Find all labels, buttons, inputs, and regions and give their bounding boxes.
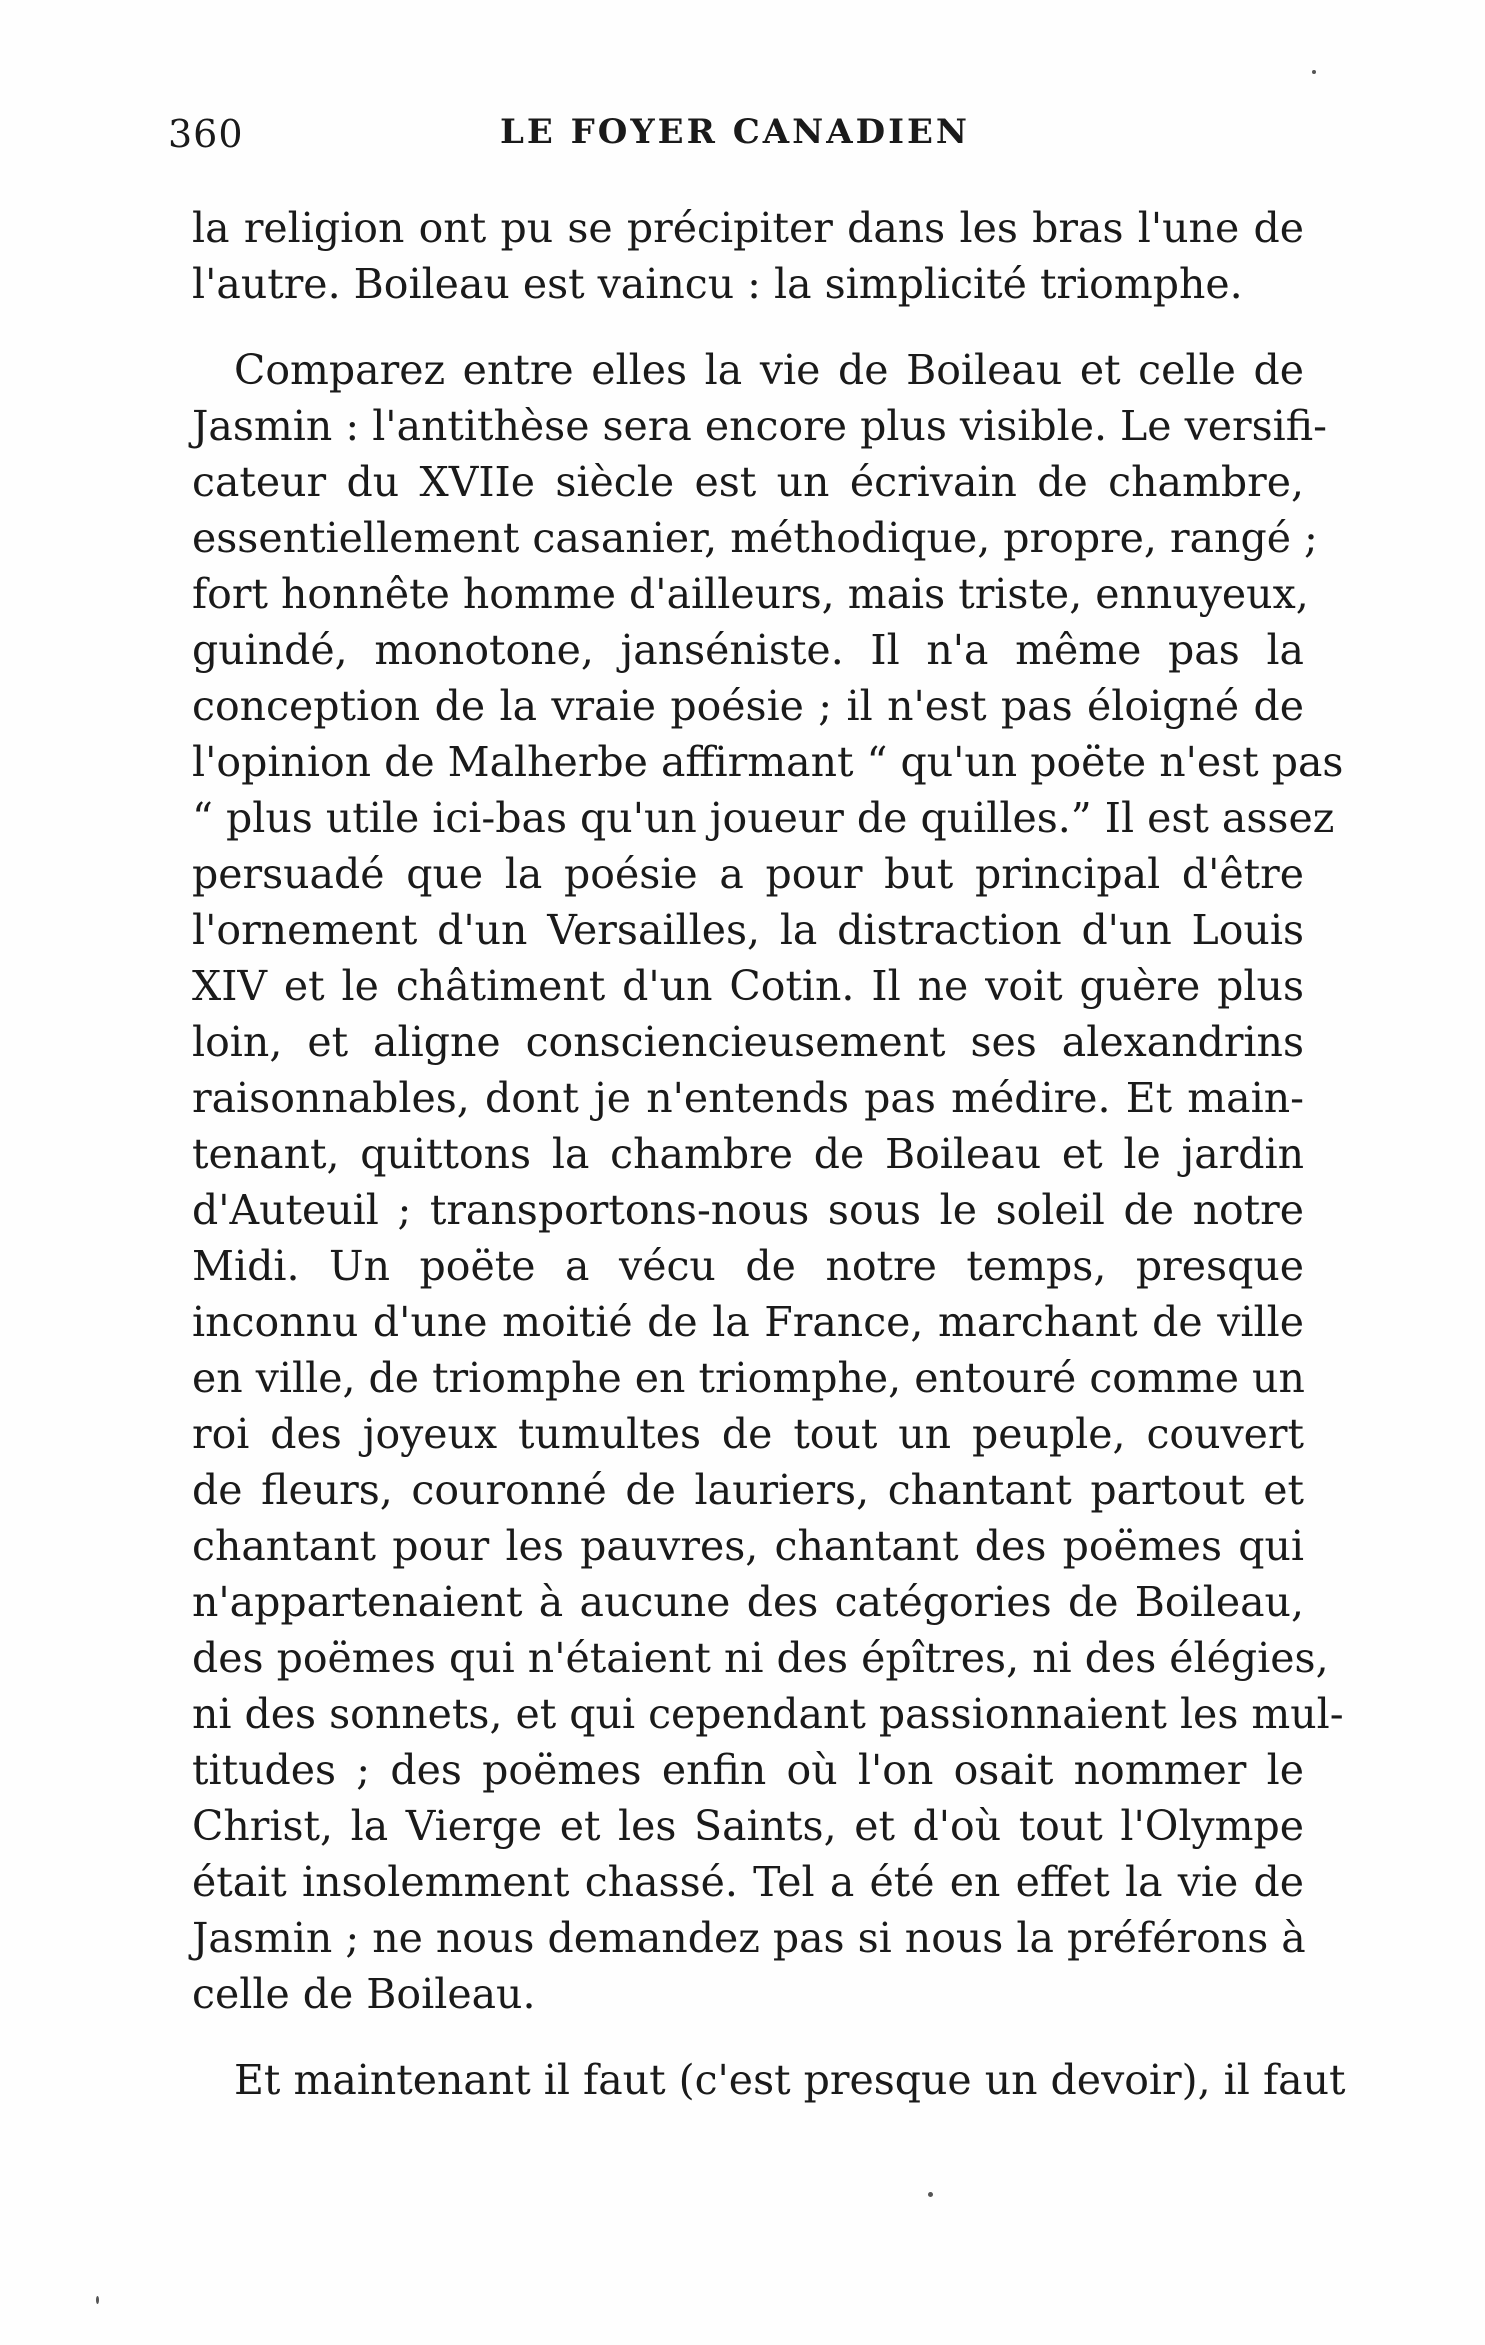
- text-line: n'appartenaient à aucune des catégories de Boileau,: [192, 1578, 1304, 1626]
- paragraph: [192, 200, 1304, 312]
- text-line: raisonnables, dont je n'entends pas médire. Et main-: [192, 1074, 1304, 1122]
- text-line: “ plus utile ici-bas qu'un joueur de quilles.” Il est assez: [192, 794, 1335, 842]
- text-line: Et maintenant il faut (c'est presque un devoir), il faut: [234, 2056, 1346, 2104]
- text-line: fort honnête homme d'ailleurs, mais triste, ennuyeux,: [192, 570, 1309, 618]
- text-line: d'Auteuil ; transportons-nous sous le soleil de notre: [192, 1186, 1304, 1234]
- ink-speck: [928, 2192, 933, 2197]
- text-line: essentiellement casanier, méthodique, propre, rangé ;: [192, 514, 1318, 562]
- text-line: Christ, la Vierge et les Saints, et d'où tout l'Olympe: [192, 1802, 1304, 1850]
- text-line: conception de la vraie poésie ; il n'est pas éloigné de: [192, 682, 1304, 730]
- paragraph-container: [192, 200, 1346, 2108]
- text-line: inconnu d'une moitié de la France, marchant de ville: [192, 1298, 1304, 1346]
- text-line: l'ornement d'un Versailles, la distraction d'un Louis: [192, 906, 1304, 954]
- text-line: Jasmin ; ne nous demandez pas si nous la préférons à: [192, 1914, 1306, 1962]
- text-line: de fleurs, couronné de lauriers, chantant partout et: [192, 1466, 1304, 1514]
- text-line: persuadé que la poésie a pour but principal d'être: [192, 850, 1304, 898]
- text-line: des poëmes qui n'étaient ni des épîtres, ni des élégies,: [192, 1634, 1329, 1682]
- text-line: ni des sonnets, et qui cependant passionnaient les mul-: [192, 1690, 1344, 1738]
- text-line: chantant pour les pauvres, chantant des poëmes qui: [192, 1522, 1304, 1570]
- ink-speck: [96, 2296, 99, 2304]
- text-line: celle de Boileau.: [192, 1970, 536, 2018]
- ink-speck: [1312, 70, 1316, 74]
- paragraph: [192, 2052, 1346, 2108]
- text-line: loin, et aligne consciencieusement ses alexandrins: [192, 1018, 1304, 1066]
- running-title: LE FOYER CANADIEN: [500, 112, 970, 152]
- text-line: Midi. Un poëte a vécu de notre temps, presque: [192, 1242, 1304, 1290]
- body-text: [192, 200, 1346, 2108]
- page-header: [168, 112, 1302, 172]
- text-line: titudes ; des poëmes enfin où l'on osait nommer le: [192, 1746, 1304, 1794]
- text-line: Comparez entre elles la vie de Boileau et celle de: [234, 346, 1304, 394]
- text-line: roi des joyeux tumultes de tout un peuple, couvert: [192, 1410, 1304, 1458]
- text-line: XIV et le châtiment d'un Cotin. Il ne voit guère plus: [192, 962, 1304, 1010]
- text-line: tenant, quittons la chambre de Boileau et le jardin: [192, 1130, 1304, 1178]
- paragraph-gap: [192, 2022, 1304, 2052]
- text-line: la religion ont pu se précipiter dans les bras l'une de: [192, 204, 1304, 252]
- text-line: l'autre. Boileau est vaincu : la simplicité triomphe.: [192, 260, 1243, 308]
- text-line: Jasmin : l'antithèse sera encore plus visible. Le versifi-: [192, 402, 1327, 450]
- text-line: en ville, de triomphe en triomphe, entouré comme un: [192, 1354, 1305, 1402]
- text-line: cateur du XVIIe siècle est un écrivain de chambre,: [192, 458, 1304, 506]
- page-number: 360: [168, 112, 244, 156]
- text-line: l'opinion de Malherbe affirmant “ qu'un poëte n'est pas: [192, 738, 1344, 786]
- paragraph: [192, 342, 1344, 2022]
- text-line: était insolemment chassé. Tel a été en effet la vie de: [192, 1858, 1304, 1906]
- paragraph-gap: [192, 312, 1304, 342]
- text-line: guindé, monotone, janséniste. Il n'a même pas la: [192, 626, 1304, 674]
